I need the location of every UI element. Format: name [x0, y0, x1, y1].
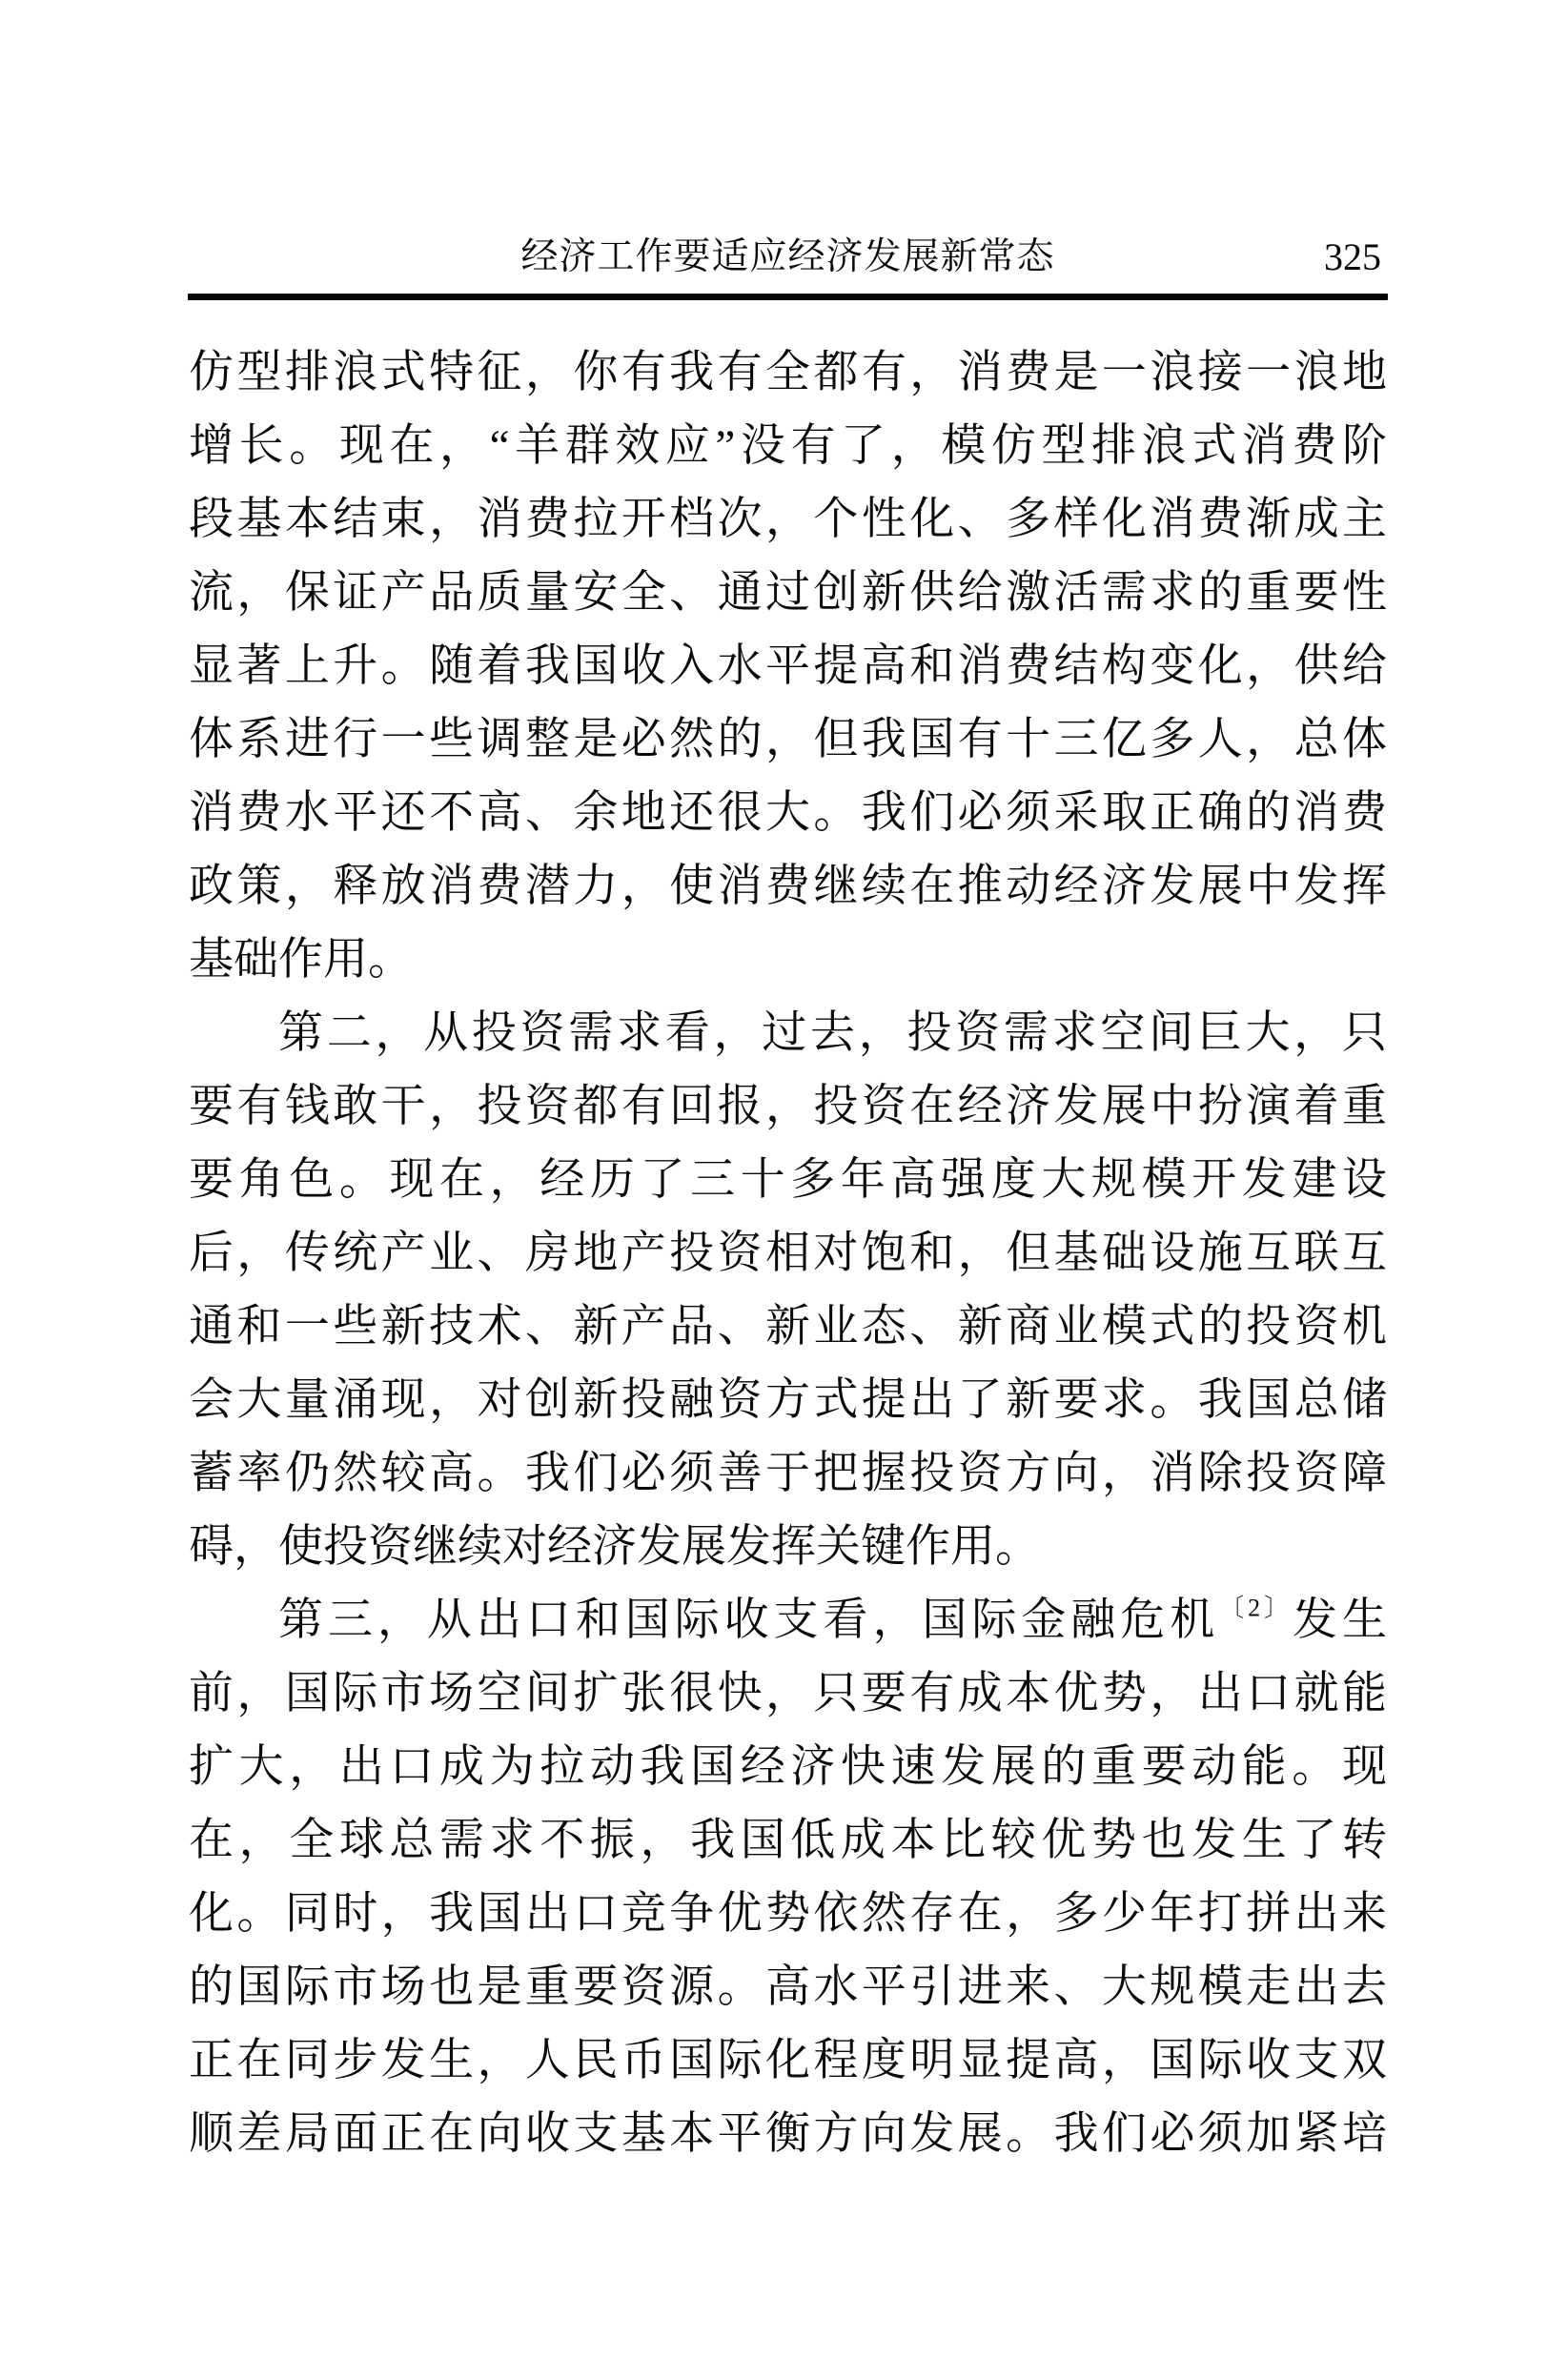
- footnote-marker: 〔2〕: [1219, 1594, 1293, 1622]
- paragraph-1-line-4: 流，保证产品质量安全、通过创新供给激活需求的重要性: [189, 568, 1387, 618]
- paragraph-3-line-8: 顺差局面正在向收支基本平衡方向发展。我们必须加紧培: [189, 2109, 1387, 2159]
- paragraph-2-line-5: 通和一些新技术、新产品、新业态、新商业模式的投资机: [189, 1302, 1387, 1352]
- paragraph-1-line-5: 显著上升。随着我国收入水平提高和消费结构变化，供给: [189, 641, 1387, 691]
- paragraph-1-line-3: 段基本结束，消费拉开档次，个性化、多样化消费渐成主: [189, 495, 1387, 544]
- paragraph-1-line-7: 消费水平还不高、余地还很大。我们必须采取正确的消费: [189, 788, 1387, 838]
- page-number: 325: [1324, 235, 1381, 278]
- paragraph-1-line-2: 增长。现在，“羊群效应”没有了，模仿型排浪式消费阶: [189, 421, 1387, 471]
- paragraph-1-line-1: 仿型排浪式特征，你有我有全都有，消费是一浪接一浪地: [189, 348, 1387, 397]
- paragraph-2-line-6: 会大量涌现，对创新投融资方式提出了新要求。我国总储: [189, 1375, 1387, 1425]
- running-header: [189, 234, 1387, 280]
- running-header-title: 经济工作要适应经济发展新常态: [520, 236, 1055, 277]
- paragraph-1-line-9: 基础作用。: [189, 935, 413, 985]
- paragraph-3-line-1: 第三，从出口和国际收支看，国际金融危机$^{〔2〕}$发生: [278, 1594, 1388, 1645]
- paragraph-3-line-5: 化。同时，我国出口竞争优势依然存在，多少年打拼出来: [189, 1889, 1387, 1939]
- paragraph-3-line-2: 前，国际市场空间扩张很快，只要有成本优势，出口就能: [189, 1669, 1387, 1718]
- paragraph-3-line-6: 的国际市场也是重要资源。高水平引进来、大规模走出去: [189, 1962, 1387, 2012]
- paragraph-2-line-7: 蓄率仍然较高。我们必须善于把握投资方向，消除投资障: [189, 1449, 1387, 1498]
- paragraph-3-line-7: 正在同步发生，人民币国际化程度明显提高，国际收支双: [189, 2036, 1387, 2085]
- text-body: [189, 336, 1387, 2171]
- paragraph-1-line-8: 政策，释放消费潜力，使消费继续在推动经济发展中发挥: [189, 862, 1387, 911]
- paragraph-2-line-2: 要有钱敢干，投资都有回报，投资在经济发展中扮演着重: [189, 1082, 1387, 1131]
- paragraph-3-line-3: 扩大，出口成为拉动我国经济快速发展的重要动能。现: [189, 1742, 1387, 1792]
- paragraph-1-line-6: 体系进行一些调整是必然的，但我国有十三亿多人，总体: [189, 715, 1387, 764]
- paragraph-2-line-1: 第二，从投资需求看，过去，投资需求空间巨大，只: [278, 1008, 1387, 1058]
- header-rule: [188, 294, 1388, 300]
- paragraph-2-line-4: 后，传统产业、房地产投资相对饱和，但基础设施互联互: [189, 1229, 1387, 1278]
- paragraph-2-line-3: 要角色。现在，经历了三十多年高强度大规模开发建设: [189, 1155, 1387, 1205]
- paragraph-2-line-8: 碍，使投资继续对经济发展发挥关键作用。: [189, 1522, 1040, 1572]
- paragraph-3-line-4: 在，全球总需求不振，我国低成本比较优势也发生了转: [189, 1816, 1387, 1865]
